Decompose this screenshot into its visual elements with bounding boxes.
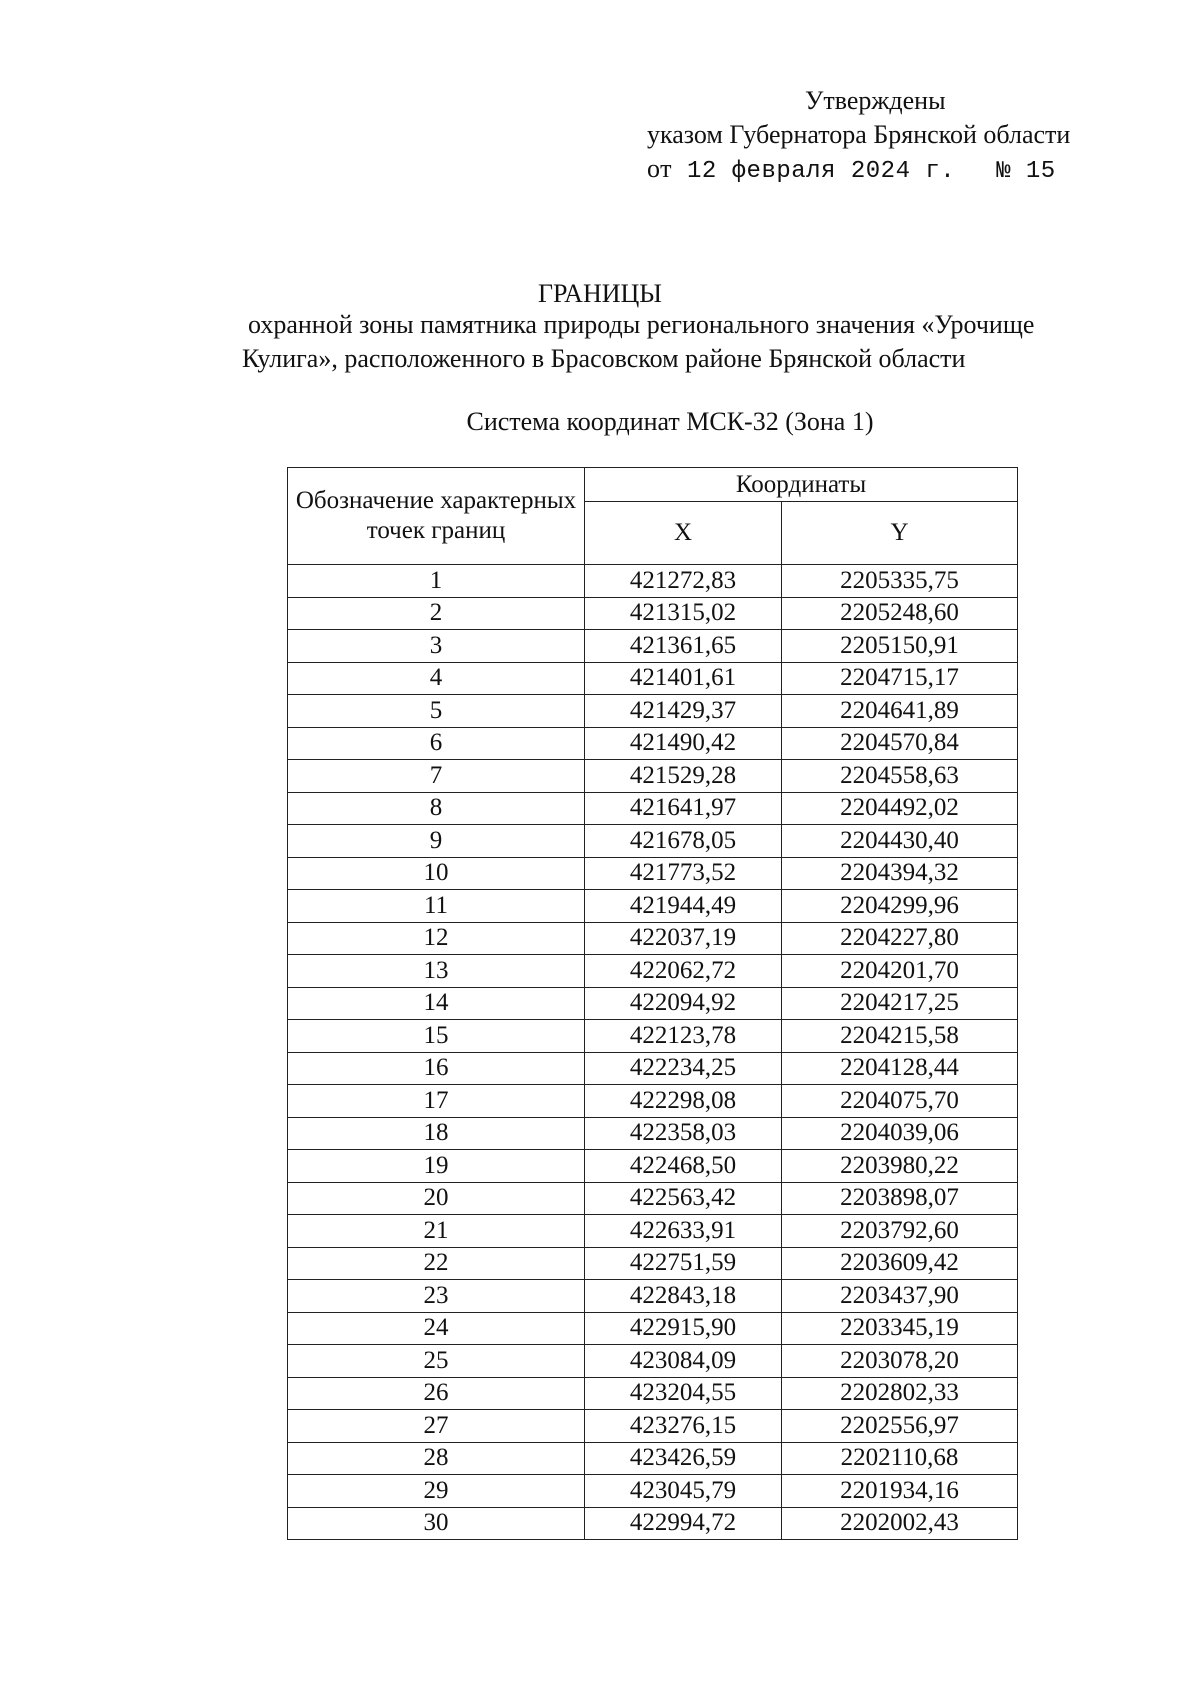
x-coordinate-cell: 421401,61: [585, 662, 782, 695]
y-coordinate-cell: 2204217,25: [782, 987, 1018, 1020]
point-number-cell: 5: [288, 695, 585, 728]
x-coordinate-cell: 422563,42: [585, 1182, 782, 1215]
y-coordinate-cell: 2204641,89: [782, 695, 1018, 728]
x-coordinate-cell: 422094,92: [585, 987, 782, 1020]
table-row: [288, 1182, 1018, 1215]
point-number-cell: 12: [288, 922, 585, 955]
table-row: [288, 1442, 1018, 1475]
x-coordinate-cell: 421773,52: [585, 857, 782, 890]
point-number-cell: 11: [288, 890, 585, 923]
document-title: ГРАНИЦЫ: [538, 279, 662, 308]
x-coordinate-cell: 421678,05: [585, 825, 782, 858]
table-row: [288, 1312, 1018, 1345]
y-coordinate-cell: 2202556,97: [782, 1410, 1018, 1443]
point-number-cell: 4: [288, 662, 585, 695]
table-row: [288, 1410, 1018, 1443]
y-coordinate-cell: 2202110,68: [782, 1442, 1018, 1475]
x-coordinate-cell: 422358,03: [585, 1117, 782, 1150]
table-row: [288, 825, 1018, 858]
x-coordinate-cell: 421315,02: [585, 597, 782, 630]
table-row: [288, 695, 1018, 728]
y-coordinate-cell: 2204201,70: [782, 955, 1018, 988]
x-coordinate-cell: 422751,59: [585, 1247, 782, 1280]
point-number-cell: 27: [288, 1410, 585, 1443]
approval-block: [647, 84, 1117, 189]
table-row: [288, 1280, 1018, 1313]
point-number-cell: 25: [288, 1345, 585, 1378]
x-coordinate-cell: 423276,15: [585, 1410, 782, 1443]
subtitle-line-2: Кулига», расположенного в Брасовском районе Брянской области: [242, 344, 966, 373]
y-coordinate-cell: 2205335,75: [782, 565, 1018, 598]
point-number-cell: 20: [288, 1182, 585, 1215]
table-row: [288, 1052, 1018, 1085]
x-coordinate-cell: 421272,83: [585, 565, 782, 598]
point-number-cell: 30: [288, 1507, 585, 1540]
point-number-cell: 29: [288, 1475, 585, 1508]
table-row: [288, 890, 1018, 923]
point-number-cell: 23: [288, 1280, 585, 1313]
header-y: Y: [782, 502, 1018, 565]
x-coordinate-cell: 423045,79: [585, 1475, 782, 1508]
table-body: [288, 565, 1018, 1540]
x-coordinate-cell: 421529,28: [585, 760, 782, 793]
header-coordinates: Координаты: [585, 468, 1018, 502]
table-row: [288, 1215, 1018, 1248]
approval-authority: указом Губернатора Брянской области: [647, 120, 1071, 149]
y-coordinate-cell: 2204075,70: [782, 1085, 1018, 1118]
table-row: [288, 1377, 1018, 1410]
x-coordinate-cell: 422915,90: [585, 1312, 782, 1345]
y-coordinate-cell: 2203078,20: [782, 1345, 1018, 1378]
table-row: [288, 1507, 1018, 1540]
point-number-cell: 24: [288, 1312, 585, 1345]
header-x: X: [585, 502, 782, 565]
point-number-cell: 18: [288, 1117, 585, 1150]
y-coordinate-cell: 2203980,22: [782, 1150, 1018, 1183]
y-coordinate-cell: 2204394,32: [782, 857, 1018, 890]
approval-date-line: [647, 152, 1117, 189]
y-coordinate-cell: 2202002,43: [782, 1507, 1018, 1540]
point-number-cell: 2: [288, 597, 585, 630]
point-number-cell: 21: [288, 1215, 585, 1248]
x-coordinate-cell: 422062,72: [585, 955, 782, 988]
point-number-cell: 13: [288, 955, 585, 988]
point-number-cell: 26: [288, 1377, 585, 1410]
y-coordinate-cell: 2205150,91: [782, 630, 1018, 663]
point-number-cell: 3: [288, 630, 585, 663]
y-coordinate-cell: 2203437,90: [782, 1280, 1018, 1313]
coordinate-system: Система координат МСК-32 (Зона 1): [466, 407, 874, 436]
table-row: [288, 922, 1018, 955]
y-coordinate-cell: 2204128,44: [782, 1052, 1018, 1085]
x-coordinate-cell: 422843,18: [585, 1280, 782, 1313]
table-row: [288, 1085, 1018, 1118]
y-coordinate-cell: 2204570,84: [782, 727, 1018, 760]
x-coordinate-cell: 422633,91: [585, 1215, 782, 1248]
table-row: [288, 630, 1018, 663]
coordinates-table: [287, 467, 1018, 1540]
table-row: [288, 760, 1018, 793]
x-coordinate-cell: 423204,55: [585, 1377, 782, 1410]
x-coordinate-cell: 421641,97: [585, 792, 782, 825]
approval-number: № 15: [996, 158, 1056, 185]
point-number-cell: 8: [288, 792, 585, 825]
point-number-cell: 15: [288, 1020, 585, 1053]
y-coordinate-cell: 2205248,60: [782, 597, 1018, 630]
x-coordinate-cell: 422298,08: [585, 1085, 782, 1118]
x-coordinate-cell: 423426,59: [585, 1442, 782, 1475]
table-row: [288, 1475, 1018, 1508]
y-coordinate-cell: 2204430,40: [782, 825, 1018, 858]
approval-date: 12 февраля 2024 г.: [686, 158, 956, 185]
approval-heading: Утверждены: [805, 86, 946, 115]
y-coordinate-cell: 2204215,58: [782, 1020, 1018, 1053]
y-coordinate-cell: 2201934,16: [782, 1475, 1018, 1508]
point-number-cell: 16: [288, 1052, 585, 1085]
y-coordinate-cell: 2204227,80: [782, 922, 1018, 955]
y-coordinate-cell: 2204715,17: [782, 662, 1018, 695]
table-row: [288, 857, 1018, 890]
x-coordinate-cell: 422234,25: [585, 1052, 782, 1085]
y-coordinate-cell: 2203345,19: [782, 1312, 1018, 1345]
x-coordinate-cell: 423084,09: [585, 1345, 782, 1378]
y-coordinate-cell: 2202802,33: [782, 1377, 1018, 1410]
x-coordinate-cell: 422468,50: [585, 1150, 782, 1183]
y-coordinate-cell: 2204039,06: [782, 1117, 1018, 1150]
point-number-cell: 28: [288, 1442, 585, 1475]
table-row: [288, 1345, 1018, 1378]
y-coordinate-cell: 2203792,60: [782, 1215, 1018, 1248]
point-number-cell: 10: [288, 857, 585, 890]
table-row: [288, 727, 1018, 760]
table-row: [288, 565, 1018, 598]
x-coordinate-cell: 421490,42: [585, 727, 782, 760]
table-row: [288, 1020, 1018, 1053]
table-row: [288, 662, 1018, 695]
x-coordinate-cell: 421429,37: [585, 695, 782, 728]
table-row: [288, 792, 1018, 825]
y-coordinate-cell: 2203609,42: [782, 1247, 1018, 1280]
table-row: [288, 955, 1018, 988]
table-row: [288, 597, 1018, 630]
y-coordinate-cell: 2204299,96: [782, 890, 1018, 923]
approval-date-prefix: от: [647, 154, 673, 183]
header-point-designation: Обозначение характерных точек границ: [288, 468, 585, 565]
point-number-cell: 6: [288, 727, 585, 760]
document-subtitle: [242, 308, 1118, 376]
point-number-cell: 19: [288, 1150, 585, 1183]
table-row: [288, 1150, 1018, 1183]
x-coordinate-cell: 422037,19: [585, 922, 782, 955]
point-number-cell: 1: [288, 565, 585, 598]
x-coordinate-cell: 421944,49: [585, 890, 782, 923]
y-coordinate-cell: 2203898,07: [782, 1182, 1018, 1215]
point-number-cell: 22: [288, 1247, 585, 1280]
y-coordinate-cell: 2204492,02: [782, 792, 1018, 825]
point-number-cell: 9: [288, 825, 585, 858]
point-number-cell: 14: [288, 987, 585, 1020]
point-number-cell: 17: [288, 1085, 585, 1118]
x-coordinate-cell: 421361,65: [585, 630, 782, 663]
y-coordinate-cell: 2204558,63: [782, 760, 1018, 793]
x-coordinate-cell: 422123,78: [585, 1020, 782, 1053]
table-row: [288, 987, 1018, 1020]
table-row: [288, 1247, 1018, 1280]
table-row: [288, 1117, 1018, 1150]
subtitle-line-1: охранной зоны памятника природы регионального значения «Урочище: [248, 310, 1035, 339]
point-number-cell: 7: [288, 760, 585, 793]
x-coordinate-cell: 422994,72: [585, 1507, 782, 1540]
